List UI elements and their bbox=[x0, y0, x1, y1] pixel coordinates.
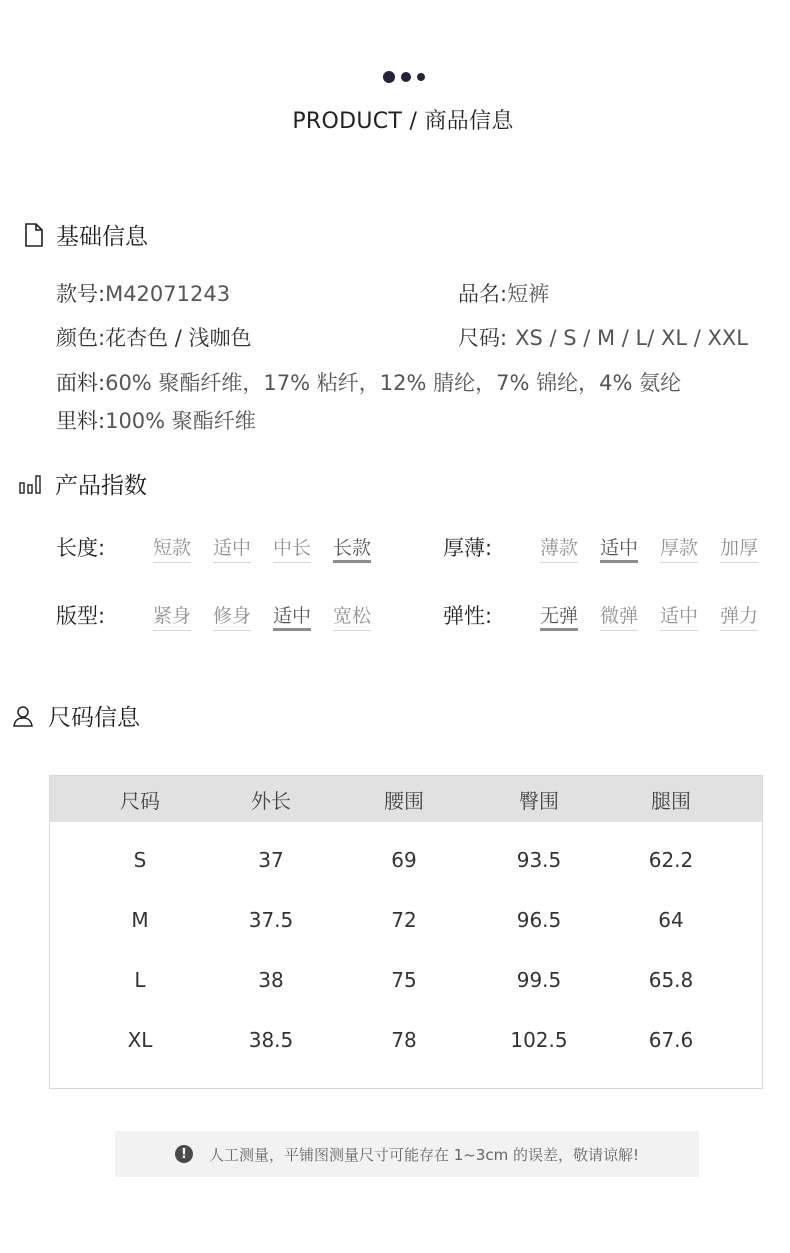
length-option: 适中 bbox=[213, 533, 251, 563]
document-icon bbox=[24, 223, 44, 247]
table-cell: 67.6 bbox=[648, 1028, 694, 1052]
thickness-option: 厚款 bbox=[660, 533, 698, 563]
fit-option: 适中 bbox=[273, 601, 311, 631]
fit-option: 宽松 bbox=[333, 601, 371, 631]
style-number-label: 款号: bbox=[56, 282, 106, 306]
table-cell: 38.5 bbox=[248, 1028, 294, 1052]
table-cell: 38 bbox=[258, 968, 284, 992]
table-header-cell: 臀围 bbox=[519, 789, 559, 813]
table-row bbox=[50, 908, 762, 948]
table-cell: L bbox=[134, 968, 146, 992]
stretch-label: 弹性: bbox=[443, 604, 493, 628]
fit-option: 修身 bbox=[213, 601, 251, 631]
fabric-label: 面料: bbox=[56, 371, 106, 395]
table-cell: 96.5 bbox=[516, 908, 562, 932]
fabric-info bbox=[56, 367, 681, 397]
thickness-label: 厚薄: bbox=[443, 536, 493, 560]
table-cell: M bbox=[131, 908, 149, 932]
table-row bbox=[50, 848, 762, 888]
lining-value: 100% 聚酯纤维 bbox=[105, 409, 256, 433]
stretch-option: 微弹 bbox=[600, 601, 638, 631]
length-label: 长度: bbox=[56, 536, 106, 560]
dot-large bbox=[383, 71, 395, 83]
measurement-note bbox=[115, 1131, 699, 1177]
table-cell: S bbox=[133, 848, 147, 872]
table-cell: 69 bbox=[391, 848, 417, 872]
table-header-cell: 外长 bbox=[251, 789, 291, 813]
table-header-cell: 腰围 bbox=[384, 789, 424, 813]
table-cell: 37.5 bbox=[248, 908, 294, 932]
table-cell: XL bbox=[127, 1028, 153, 1052]
size-range-value: XS / S / M / L/ XL / XXL bbox=[515, 326, 748, 350]
table-cell: 64 bbox=[658, 908, 684, 932]
size-table-header bbox=[50, 776, 762, 822]
table-cell: 37 bbox=[258, 848, 284, 872]
table-cell: 72 bbox=[391, 908, 417, 932]
thickness-options bbox=[540, 533, 758, 563]
table-header-cell: 尺码 bbox=[120, 789, 160, 813]
table-row bbox=[50, 968, 762, 1008]
length-option: 短款 bbox=[153, 533, 191, 563]
table-cell: 93.5 bbox=[516, 848, 562, 872]
color-info bbox=[56, 322, 252, 352]
size-info-heading bbox=[12, 699, 140, 732]
fit-options bbox=[153, 601, 371, 631]
table-cell: 62.2 bbox=[648, 848, 694, 872]
product-name bbox=[458, 278, 549, 308]
product-index-title: 产品指数 bbox=[55, 473, 147, 499]
color-value: 花杏色 / 浅咖色 bbox=[105, 326, 252, 350]
person-icon bbox=[12, 705, 34, 727]
size-range bbox=[458, 322, 748, 352]
thickness-option: 加厚 bbox=[720, 533, 758, 563]
basic-info-title: 基础信息 bbox=[56, 224, 148, 250]
size-table bbox=[49, 775, 763, 1089]
dot-medium bbox=[401, 72, 411, 82]
thickness-option: 适中 bbox=[600, 533, 638, 563]
size-info-title: 尺码信息 bbox=[48, 705, 140, 731]
fabric-value: 60% 聚酯纤维，17% 粘纤，12% 腈纶，7% 锦纶，4% 氨纶 bbox=[105, 371, 682, 395]
basic-info-heading bbox=[24, 218, 148, 251]
table-cell: 65.8 bbox=[648, 968, 694, 992]
color-label: 颜色: bbox=[56, 326, 106, 350]
page-title: PRODUCT / 商品信息 bbox=[292, 109, 514, 134]
table-row bbox=[50, 1028, 762, 1068]
length-option: 长款 bbox=[333, 533, 371, 563]
exclamation-icon: ! bbox=[175, 1145, 193, 1163]
bar-chart-icon bbox=[19, 474, 41, 494]
stretch-option: 无弹 bbox=[540, 601, 578, 631]
table-header-cell: 腿围 bbox=[651, 789, 691, 813]
table-cell: 99.5 bbox=[516, 968, 562, 992]
lining-info bbox=[56, 405, 256, 435]
thickness-option: 薄款 bbox=[540, 533, 578, 563]
product-name-label: 品名: bbox=[458, 282, 508, 306]
table-cell: 102.5 bbox=[510, 1028, 568, 1052]
product-name-value: 短裤 bbox=[507, 282, 550, 306]
stretch-option: 适中 bbox=[660, 601, 698, 631]
stretch-options bbox=[540, 601, 758, 631]
stretch-option: 弹力 bbox=[720, 601, 758, 631]
length-options bbox=[153, 533, 371, 563]
measurement-note-text: 人工测量，平铺图测量尺寸可能存在 1~3cm 的误差，敬请谅解! bbox=[208, 1145, 640, 1164]
fit-option: 紧身 bbox=[153, 601, 191, 631]
fit-label: 版型: bbox=[56, 604, 106, 628]
table-cell: 75 bbox=[391, 968, 417, 992]
table-cell: 78 bbox=[391, 1028, 417, 1052]
decorative-dots bbox=[383, 71, 425, 83]
dot-small bbox=[417, 73, 425, 81]
style-number bbox=[56, 278, 230, 308]
length-option: 中长 bbox=[273, 533, 311, 563]
size-range-label: 尺码: bbox=[458, 326, 508, 350]
lining-label: 里料: bbox=[56, 409, 106, 433]
product-index-heading bbox=[19, 467, 147, 500]
style-number-value: M42071243 bbox=[105, 282, 231, 306]
